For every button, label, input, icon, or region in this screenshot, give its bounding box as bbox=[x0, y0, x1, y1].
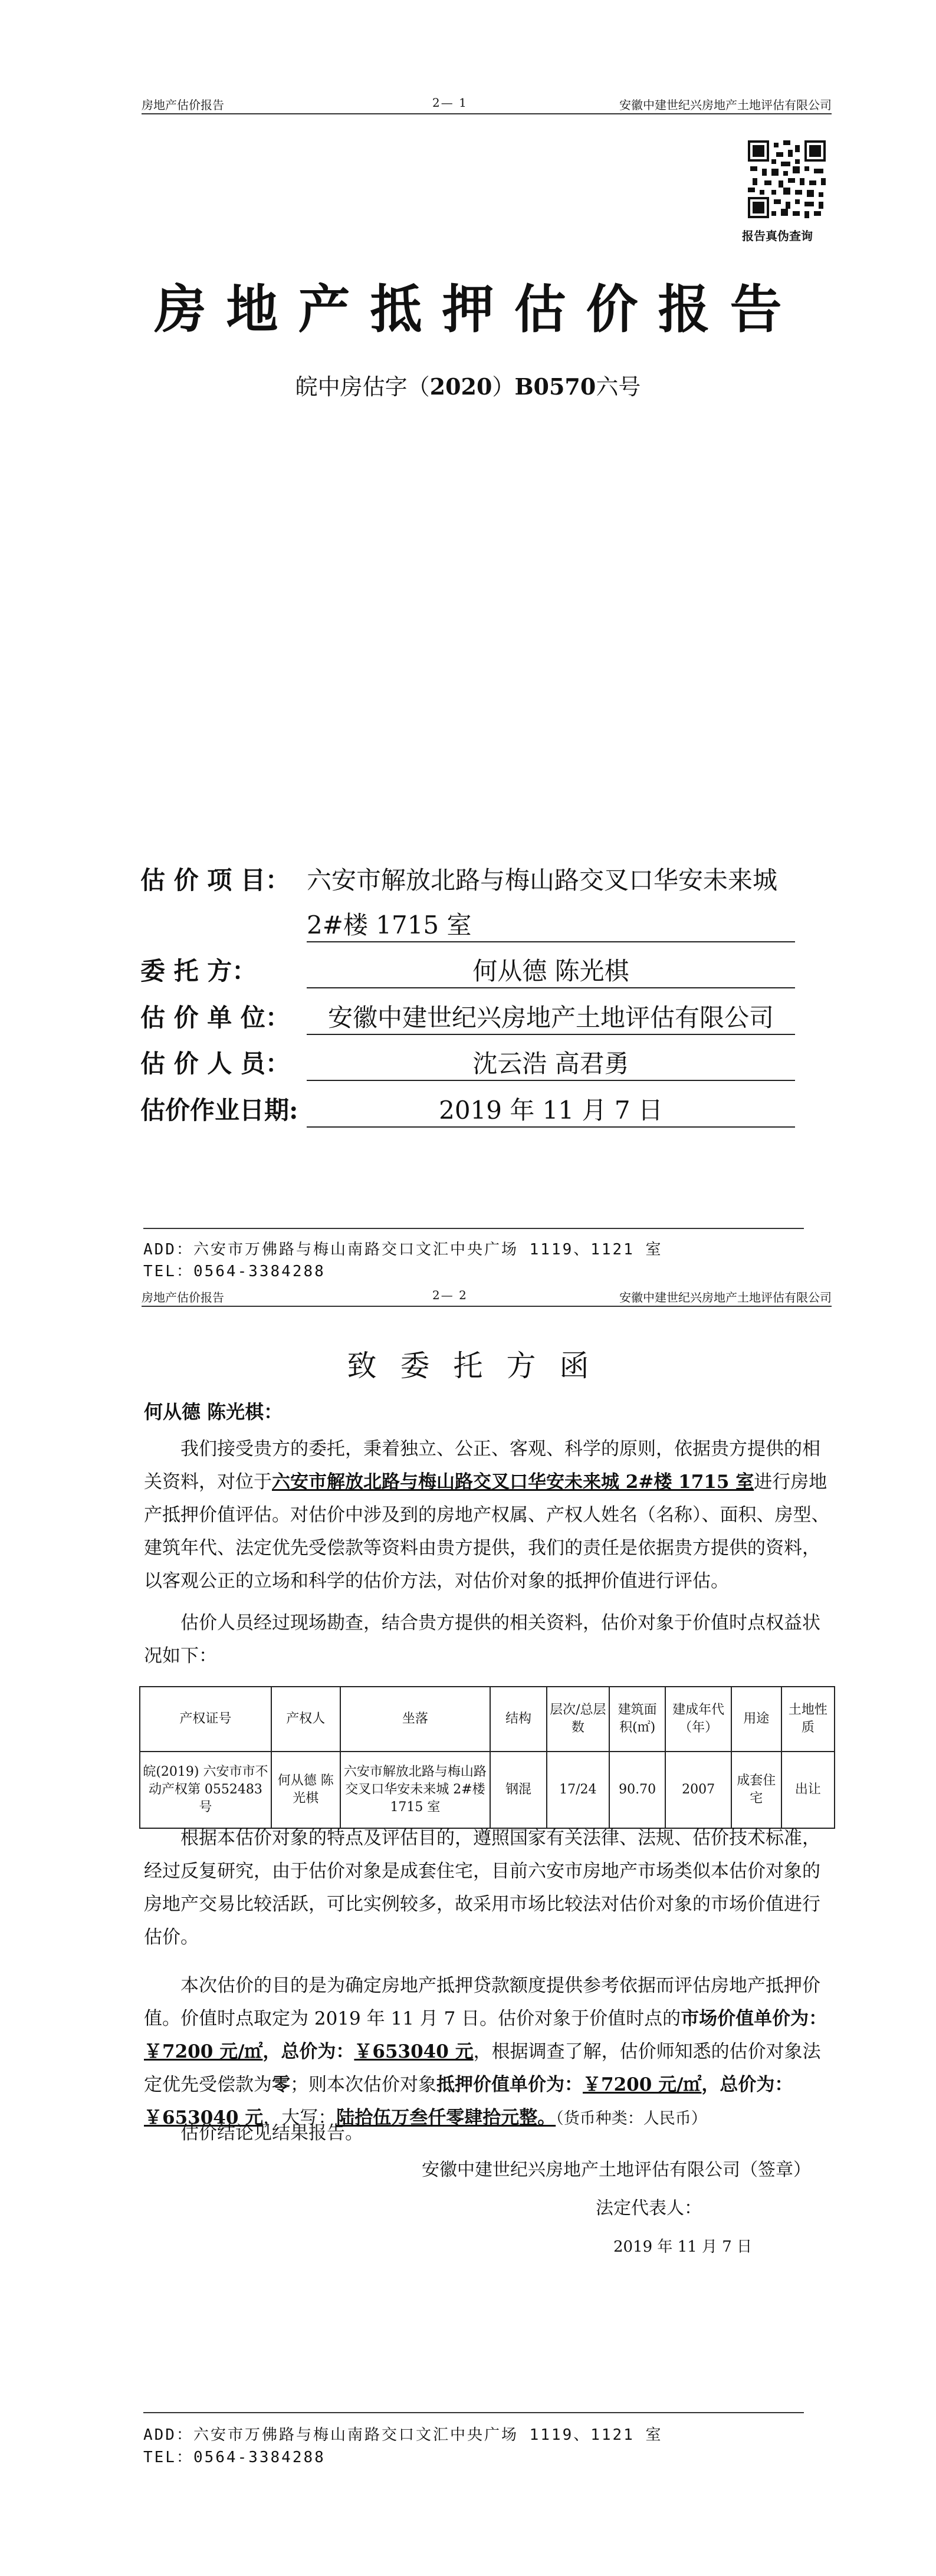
market-unit-price-label: 市场价值单价为： bbox=[681, 2008, 827, 2029]
footer-address: ADD：六安市万佛路与梅山南路交口文汇中央广场 1119、1121 室 bbox=[143, 1241, 663, 1259]
table-header-cell: 建成年代（年） bbox=[665, 1687, 731, 1752]
table-header-cell: 土地性质 bbox=[781, 1687, 835, 1752]
property-rights-table bbox=[139, 1686, 835, 1829]
paragraph-5 bbox=[144, 2117, 834, 2150]
cell-use: 成套住宅 bbox=[731, 1752, 781, 1828]
table-header-row bbox=[140, 1687, 835, 1752]
signature-legal-rep: 法定代表人： bbox=[596, 2198, 702, 2219]
project-value-line2: 2#楼 1715 室 bbox=[307, 906, 795, 942]
table-row bbox=[140, 1752, 835, 1828]
cell-floor: 17/24 bbox=[547, 1752, 609, 1828]
page-header bbox=[142, 96, 832, 114]
amount-in-words: 陆拾伍万叁仟零肆拾元整。 bbox=[336, 2107, 556, 2128]
project-value-line1: 六安市解放北路与梅山路交叉口华安未来城 bbox=[307, 866, 778, 895]
company-value: 安徽中建世纪兴房地产土地评估有限公司 bbox=[307, 998, 795, 1035]
qr-verify-label: 报告真伪查询 bbox=[742, 229, 813, 243]
cell-land-nature: 出让 bbox=[781, 1752, 835, 1828]
market-total-label: ，总价为： bbox=[262, 2041, 354, 2062]
report-no-code: B0570 bbox=[514, 373, 596, 400]
header-left: 房地产估价报告 bbox=[142, 98, 224, 112]
paragraph-1 bbox=[144, 1432, 834, 1598]
para1-text-b: 进行房地产抵押价值评估。对估价中涉及到的房地产权属、产权人姓名（名称）、面积、房型、建筑年代、法定优先受偿款等资料由贵方提供，我们的责任是依据贵方提供的资料，以客观公正的立场和科学的估价方法，对估价对象的抵押价值进行评估。 bbox=[144, 1471, 830, 1592]
mortgage-total-label: ，总价为： bbox=[701, 2074, 793, 2095]
footer-divider bbox=[143, 2412, 804, 2413]
cell-area: 90.70 bbox=[609, 1752, 666, 1828]
report-title: 房地产抵押估价报告 bbox=[154, 278, 802, 340]
addressee: 何从德 陈光棋： bbox=[144, 1401, 283, 1423]
para5-text: 估价结论见结果报告。 bbox=[180, 2122, 363, 2144]
para1-text-a: 我们接受贵方的委托，秉着独立、公正、客观、科学的原则，依据贵方提供的相关资料，对位于 bbox=[144, 1438, 820, 1493]
footer-tel: TEL：0564-3384288 bbox=[143, 1263, 326, 1280]
letter-to-client-page bbox=[0, 1288, 936, 2576]
table-header-cell: 产权人 bbox=[271, 1687, 340, 1752]
project-label: 估 价 项 目： bbox=[140, 866, 290, 895]
currency-note: （货币种类：人民币） bbox=[556, 2110, 707, 2128]
date-value: 2019 年 11 月 7 日 bbox=[307, 1091, 795, 1128]
page-header bbox=[142, 1288, 832, 1307]
footer-address: ADD：六安市万佛路与梅山南路交口文汇中央广场 1119、1121 室 bbox=[143, 2426, 663, 2444]
letter-title: 致委托方函 bbox=[347, 1349, 613, 1383]
paragraph-2 bbox=[144, 1606, 834, 1673]
report-no-prefix: 皖中房估字（ bbox=[295, 374, 430, 400]
report-no-suffix: 六号 bbox=[596, 374, 641, 400]
table-header-cell: 层次/总层数 bbox=[547, 1687, 609, 1752]
mortgage-unit-price-label: 抵押价值单价为： bbox=[436, 2074, 583, 2095]
para2-text: 估价人员经过现场勘查，结合贵方提供的相关资料，估价对象于价值时点权益状况如下： bbox=[144, 1612, 820, 1667]
cell-owner: 何从德 陈光棋 bbox=[271, 1752, 340, 1828]
date-label: 估价作业日期: bbox=[140, 1096, 298, 1125]
para4-text-a: 本次估价的目的是为确定房地产抵押贷款额度提供参考依据而评估房地产抵押价值。价值时点取定为 2019 年 11 月 7 日。估价对象于价值时点的 bbox=[144, 1975, 820, 2029]
client-label: 委 托 方： bbox=[140, 957, 257, 985]
report-no-mid: ） bbox=[492, 374, 515, 400]
qr-code-icon[interactable] bbox=[748, 140, 826, 218]
signature-date: 2019 年 11 月 7 日 bbox=[613, 2238, 753, 2256]
header-right: 安徽中建世纪兴房地产土地评估有限公司 bbox=[619, 1290, 832, 1305]
report-no-year: 2020 bbox=[429, 373, 492, 400]
signature-company: 安徽中建世纪兴房地产土地评估有限公司（签章） bbox=[422, 2160, 811, 2180]
footer-tel: TEL：0564-3384288 bbox=[143, 2449, 326, 2466]
paragraph-4 bbox=[144, 1969, 834, 2135]
appraisers-value: 沈云浩 高君勇 bbox=[307, 1044, 795, 1081]
header-page-number: 2— 1 bbox=[432, 96, 468, 110]
priority-claim-value: 零 bbox=[272, 2074, 290, 2095]
cell-structure: 钢混 bbox=[490, 1752, 547, 1828]
paragraph-3 bbox=[144, 1822, 834, 1954]
appraisers-label: 估 价 人 员： bbox=[140, 1049, 290, 1078]
cell-year: 2007 bbox=[665, 1752, 731, 1828]
para4-text-c: ，根据调查了解，估价师知悉的估价对象法定优先受偿款为 bbox=[144, 2041, 821, 2095]
report-number bbox=[0, 369, 936, 401]
para4-text-e: ；则本次估价对象 bbox=[290, 2074, 436, 2095]
market-total-price: ￥653040 元 bbox=[354, 2041, 474, 2062]
header-right: 安徽中建世纪兴房地产土地评估有限公司 bbox=[619, 98, 832, 112]
cell-cert-no: 皖(2019) 六安市市不动产权第 0552483 号 bbox=[140, 1752, 271, 1828]
para3-text: 根据本估价对象的特点及评估目的，遵照国家有关法律、法规、估价技术标准，经过反复研究，由于估价对象是成套住宅，目前六安市房地产市场类似本估价对象的房地产交易比较活跃，可比实例较多，故采用市场比较法对估价对象的市场价值进行估价。 bbox=[144, 1828, 820, 1948]
company-label: 估 价 单 位： bbox=[140, 1003, 290, 1032]
market-unit-price: ￥7200 元/㎡ bbox=[144, 2041, 263, 2062]
table-header-cell: 结构 bbox=[490, 1687, 547, 1752]
mortgage-unit-price: ￥7200 元/㎡ bbox=[583, 2074, 702, 2095]
table-header-cell: 用途 bbox=[731, 1687, 781, 1752]
header-left: 房地产估价报告 bbox=[142, 1290, 224, 1305]
client-value: 何从德 陈光棋 bbox=[307, 952, 795, 988]
table-header-cell: 建筑面积(㎡) bbox=[609, 1687, 666, 1752]
mortgage-total-price: ￥653040 元 bbox=[144, 2107, 264, 2128]
header-page-number: 2— 2 bbox=[432, 1288, 468, 1302]
footer-divider bbox=[143, 1228, 804, 1229]
para1-address: 六安市解放北路与梅山路交叉口华安未来城 2#楼 1715 室 bbox=[272, 1471, 754, 1493]
table-header-cell: 坐落 bbox=[340, 1687, 491, 1752]
cell-location: 六安市解放北路与梅山路交叉口华安未来城 2#楼 1715 室 bbox=[340, 1752, 491, 1828]
table-header-cell: 产权证号 bbox=[140, 1687, 271, 1752]
para4-text-g: ，大写： bbox=[263, 2107, 337, 2128]
